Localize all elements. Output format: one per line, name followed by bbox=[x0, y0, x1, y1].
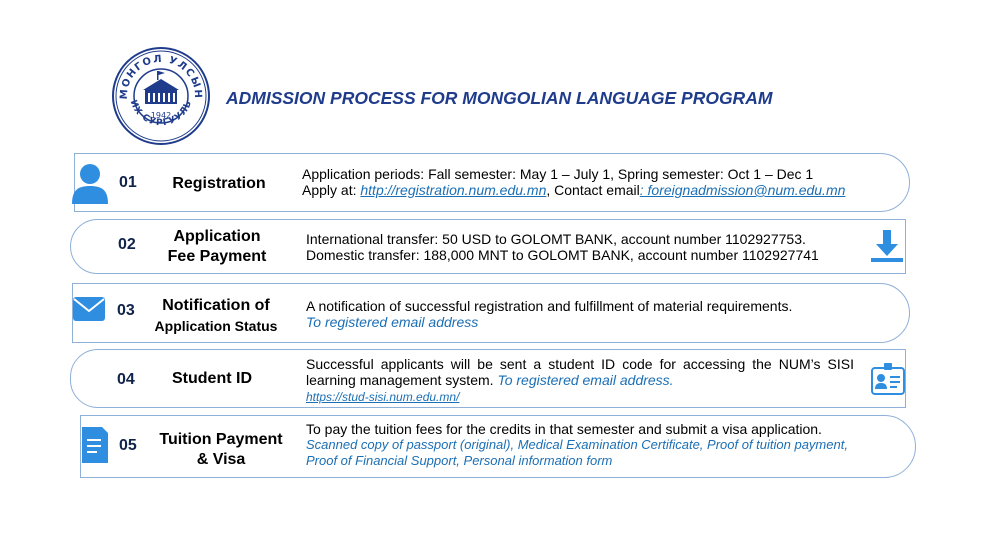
contact-email-link[interactable]: : foreignadmission@num.edu.mn bbox=[639, 182, 846, 198]
step-name bbox=[150, 430, 292, 470]
tuition-text: To pay the tuition fees for the credits in that semester and submit a visa application. bbox=[306, 421, 822, 437]
contact-prefix: , Contact email bbox=[546, 182, 640, 198]
sisi-link[interactable]: https://stud-sisi.num.edu.mn/ bbox=[306, 390, 460, 404]
international-transfer: International transfer: 50 USD to GOLOMT BANK, account number 1102927753. bbox=[306, 231, 806, 247]
step-name: Student ID bbox=[172, 370, 252, 387]
notification-text: A notification of successful registration and fulfillment of material requirements. bbox=[306, 298, 793, 314]
step-description bbox=[306, 356, 854, 405]
university-logo bbox=[111, 46, 211, 146]
apply-prefix: Apply at: bbox=[302, 182, 361, 198]
step-number: 03 bbox=[117, 302, 135, 319]
apply-line bbox=[302, 182, 845, 198]
step-name: Registration bbox=[172, 175, 266, 192]
step-name-line2: & Visa bbox=[196, 451, 246, 468]
student-id-destination: To registered email address. bbox=[497, 372, 674, 388]
step-number: 02 bbox=[118, 236, 136, 253]
step-name bbox=[146, 296, 286, 336]
person-icon bbox=[70, 160, 110, 208]
step-name-line1: Tuition Payment bbox=[159, 431, 283, 448]
envelope-icon bbox=[72, 293, 106, 325]
student-id-text: Successful applicants will be sent a student ID code for accessing the NUM’s SISI learning management system. bbox=[306, 356, 854, 388]
document-icon bbox=[80, 425, 110, 465]
logo-year: 1942 bbox=[150, 111, 172, 120]
logo-text-bottom: ИХ СУРГУУЛЬ bbox=[127, 98, 195, 129]
step-description bbox=[302, 166, 845, 198]
step-description bbox=[306, 421, 848, 469]
step-number: 01 bbox=[119, 174, 137, 191]
required-documents-line1: Scanned copy of passport (original), Medical Examination Certificate, Proof of tuition payment, bbox=[306, 437, 848, 452]
step-description bbox=[306, 298, 792, 330]
step-name bbox=[156, 227, 278, 267]
application-periods: Application periods: Fall semester: May 1 – July 1, Spring semester: Oct 1 – Dec 1 bbox=[302, 166, 814, 182]
step-name-line2: Application Status bbox=[154, 318, 278, 334]
step-description bbox=[306, 231, 819, 263]
step-name-line1: Application bbox=[173, 228, 261, 245]
step-name-line1: Notification of bbox=[162, 297, 270, 314]
domestic-transfer: Domestic transfer: 188,000 MNT to GOLOMT BANK, account number 1102927741 bbox=[306, 247, 819, 263]
page-title: ADMISSION PROCESS FOR MONGOLIAN LANGUAGE PROGRAM bbox=[226, 88, 773, 108]
download-icon bbox=[868, 226, 906, 266]
id-card-icon bbox=[870, 361, 906, 397]
step-number: 04 bbox=[117, 371, 135, 388]
notification-destination: To registered email address bbox=[306, 314, 479, 330]
required-documents-line2: Proof of Financial Support, Personal information form bbox=[306, 453, 613, 468]
step-number: 05 bbox=[119, 437, 137, 454]
registration-link[interactable]: http://registration.num.edu.mn bbox=[360, 182, 547, 198]
logo-text-top: МОНГОЛ УЛСЫН bbox=[118, 53, 204, 100]
step-name-line2: Fee Payment bbox=[167, 248, 267, 265]
